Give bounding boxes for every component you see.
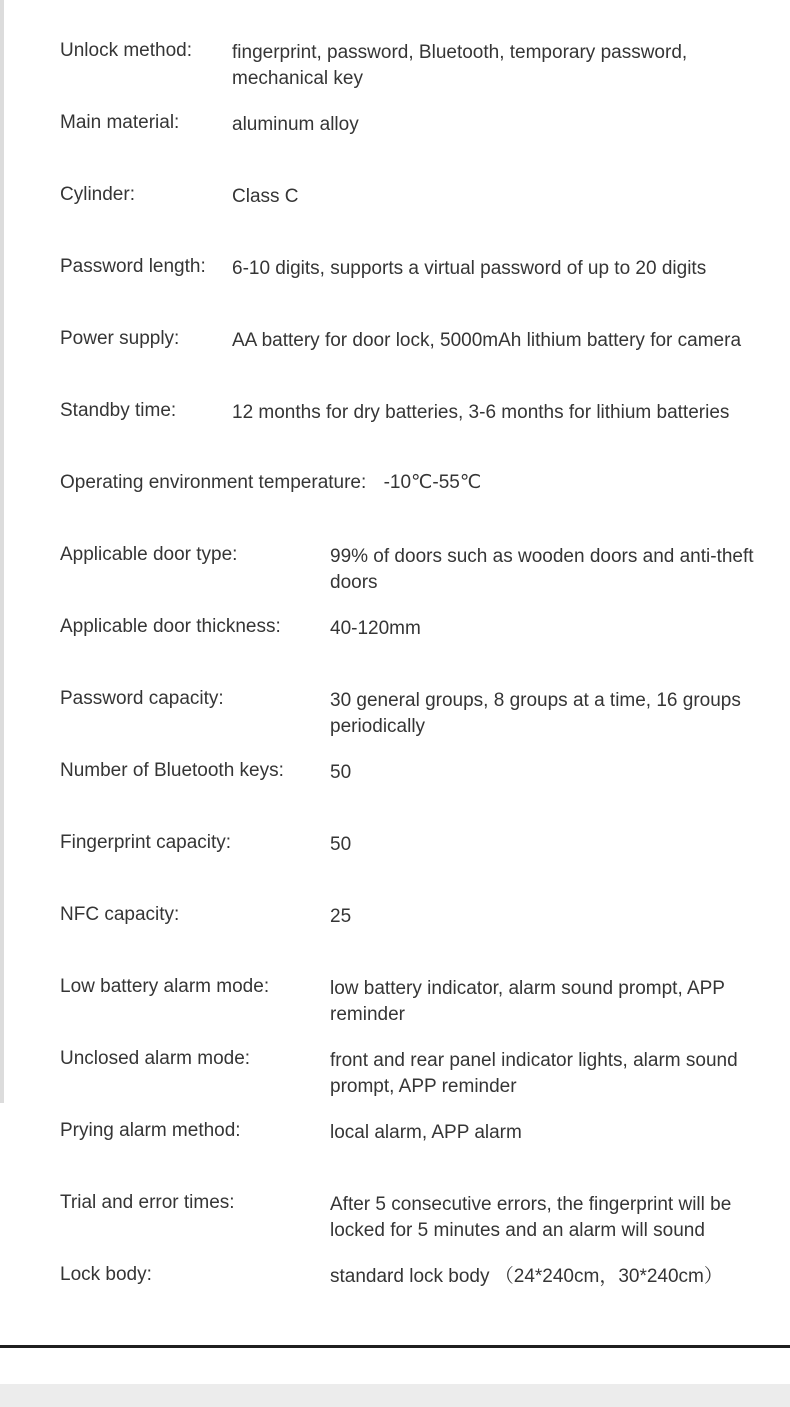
spec-label: Low battery alarm mode: (60, 976, 270, 997)
spec-label: Unclosed alarm mode: (60, 1048, 251, 1069)
spec-value: low battery indicator, alarm sound prompt, APP reminder (330, 978, 725, 1025)
spec-value: 12 months for dry batteries, 3-6 months for lithium batteries (232, 402, 730, 423)
spec-row-bluetooth-keys (60, 758, 770, 830)
spec-row-applicable-door-thickness (60, 614, 770, 686)
spec-section-primary (60, 38, 770, 470)
spec-value: local alarm, APP alarm (330, 1122, 522, 1143)
spec-row-trial-error-times (60, 1190, 770, 1262)
spec-value: front and rear panel indicator lights, alarm sound prompt, APP reminder (330, 1050, 738, 1097)
spec-value: 6-10 digits, supports a virtual password of up to 20 digits (232, 258, 707, 279)
spec-row-lock-body (60, 1262, 770, 1334)
spec-row-main-material (60, 110, 770, 182)
spec-row-power-supply (60, 326, 770, 398)
spec-label: Cylinder: (60, 184, 135, 205)
spec-value: 50 (330, 834, 352, 855)
spec-list (60, 38, 770, 1334)
spec-row-unclosed-alarm (60, 1046, 770, 1118)
spec-label: Operating environment temperature: (60, 472, 367, 493)
spec-value: 40-120mm (330, 618, 421, 639)
spec-label: Fingerprint capacity: (60, 832, 232, 853)
left-edge-divider (0, 0, 4, 1103)
spec-row-unlock-method (60, 38, 770, 110)
spec-value: -10℃-55℃ (383, 472, 482, 493)
spec-label: Number of Bluetooth keys: (60, 760, 284, 781)
spec-value: 30 general groups, 8 groups at a time, 16 groups periodically (330, 690, 741, 737)
spec-label: Main material: (60, 112, 180, 133)
bottom-gray-band (0, 1384, 790, 1407)
spec-label: NFC capacity: (60, 904, 180, 925)
spec-value: After 5 consecutive errors, the fingerprint will be locked for 5 minutes and an alarm will sound (330, 1194, 732, 1241)
spec-row-operating-temperature (60, 470, 770, 542)
spec-label: Prying alarm method: (60, 1120, 241, 1141)
spec-value: 50 (330, 762, 352, 783)
spec-label: Standby time: (60, 400, 177, 421)
spec-value: AA battery for door lock, 5000mAh lithium battery for camera (232, 330, 742, 351)
spec-value: Class C (232, 186, 299, 207)
spec-value: fingerprint, password, Bluetooth, temporary password, mechanical key (232, 42, 688, 89)
spec-value: aluminum alloy (232, 114, 359, 135)
spec-row-standby-time (60, 398, 770, 470)
spec-value: standard lock body （24*240cm，30*240cm） (330, 1266, 723, 1287)
spec-row-applicable-door-type (60, 542, 770, 614)
spec-label: Lock body: (60, 1264, 152, 1285)
spec-value: 99% of doors such as wooden doors and anti-theft doors (330, 546, 754, 593)
spec-label: Unlock method: (60, 40, 193, 61)
spec-row-password-length (60, 254, 770, 326)
spec-value: 25 (330, 906, 352, 927)
spec-row-nfc-capacity (60, 902, 770, 974)
spec-label: Trial and error times: (60, 1192, 235, 1213)
spec-section-secondary (60, 542, 770, 1334)
spec-label: Power supply: (60, 328, 180, 349)
spec-row-fingerprint-capacity (60, 830, 770, 902)
spec-label: Applicable door type: (60, 544, 238, 565)
spec-row-prying-alarm (60, 1118, 770, 1190)
spec-row-low-battery-alarm (60, 974, 770, 1046)
spec-row-password-capacity (60, 686, 770, 758)
spec-label: Applicable door thickness: (60, 616, 281, 637)
spec-label: Password capacity: (60, 688, 224, 709)
spec-label: Password length: (60, 256, 206, 277)
bottom-divider-line (0, 1345, 790, 1348)
spec-row-cylinder (60, 182, 770, 254)
